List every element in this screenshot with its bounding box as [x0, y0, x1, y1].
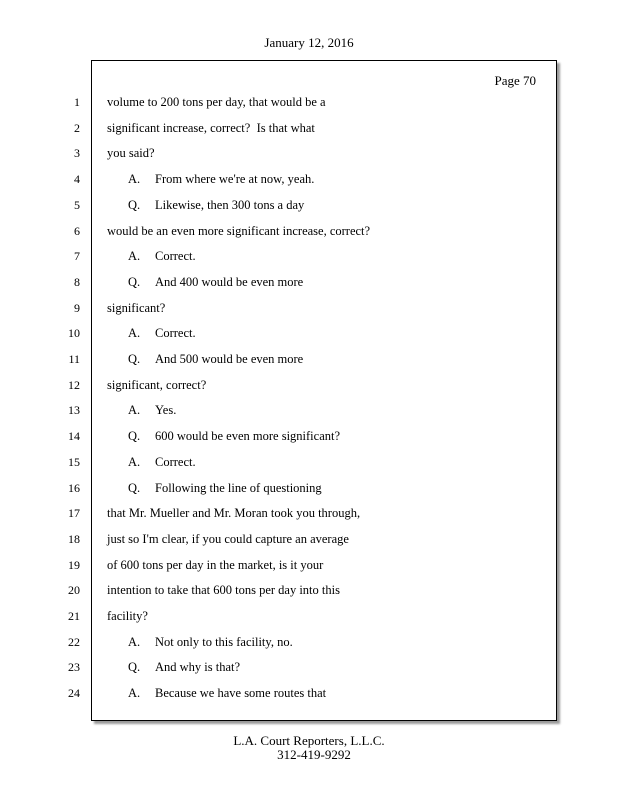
line-text: Not only to this facility, no. — [155, 635, 293, 649]
transcript-line — [107, 146, 155, 161]
qa-label: Q. — [128, 198, 141, 212]
line-text: volume to 200 tons per day, that would be a — [107, 95, 326, 109]
line-number: 23 — [68, 660, 80, 674]
line-text: would be an even more significant increase, correct? — [107, 224, 371, 238]
qa-label: Q. — [128, 481, 141, 495]
line-number: 4 — [74, 172, 80, 186]
qa-label: Q. — [128, 429, 141, 443]
page-number: Page 70 — [494, 73, 536, 88]
line-text: From where we're at now, yeah. — [155, 172, 315, 186]
line-text: Likewise, then 300 tons a day — [155, 198, 305, 212]
line-number: 2 — [74, 121, 80, 135]
header-date: January 12, 2016 — [264, 35, 354, 50]
line-text: significant increase, correct? Is that what — [107, 121, 315, 135]
qa-label: A. — [128, 249, 141, 263]
line-text: you said? — [107, 146, 155, 160]
line-text: Correct. — [155, 326, 196, 340]
transcript-line — [128, 455, 196, 470]
line-number: 24 — [68, 686, 80, 700]
transcript-line — [107, 583, 340, 598]
line-number: 15 — [68, 455, 80, 469]
qa-label: A. — [128, 686, 141, 700]
transcript-line — [128, 481, 322, 496]
line-text: 600 would be even more significant? — [155, 429, 341, 443]
transcript-line — [107, 609, 148, 624]
line-number: 22 — [68, 635, 80, 649]
line-number: 17 — [68, 506, 80, 520]
transcript-line — [128, 352, 303, 367]
qa-label: A. — [128, 635, 141, 649]
line-number: 12 — [68, 378, 80, 392]
line-number: 11 — [68, 352, 80, 366]
transcript-line — [128, 198, 304, 213]
transcript-line — [128, 660, 240, 675]
line-text: Yes. — [155, 403, 177, 417]
transcript-line — [128, 275, 303, 290]
transcript-line — [107, 121, 315, 136]
line-text: And 500 would be even more — [155, 352, 304, 366]
transcript-line — [107, 95, 326, 110]
line-number: 19 — [68, 558, 80, 572]
qa-label: Q. — [128, 352, 141, 366]
line-text: that Mr. Mueller and Mr. Moran took you through, — [107, 506, 361, 520]
transcript-line — [128, 172, 314, 187]
line-number: 9 — [74, 301, 80, 315]
footer — [0, 734, 618, 762]
line-text: Following the line of questioning — [155, 481, 322, 495]
line-number: 14 — [68, 429, 80, 443]
line-text: just so I'm clear, if you could capture an average — [107, 532, 349, 546]
line-number: 8 — [74, 275, 80, 289]
line-number: 21 — [68, 609, 80, 623]
line-number: 13 — [68, 403, 80, 417]
footer-company: L.A. Court Reporters, L.L.C. — [233, 733, 385, 748]
line-number: 1 — [74, 95, 80, 109]
footer-phone: 312-419-9292 — [277, 747, 351, 762]
transcript-line — [107, 301, 165, 316]
line-number: 3 — [74, 146, 80, 160]
line-text: Correct. — [155, 455, 196, 469]
line-text: significant? — [107, 301, 166, 315]
line-text: And why is that? — [155, 660, 241, 674]
line-number: 16 — [68, 481, 80, 495]
transcript-line — [128, 429, 340, 444]
line-number: 18 — [68, 532, 80, 546]
qa-label: Q. — [128, 275, 141, 289]
transcript-line — [107, 378, 206, 393]
transcript-line — [128, 635, 293, 650]
qa-label: A. — [128, 403, 141, 417]
line-text: of 600 tons per day in the market, is it your — [107, 558, 324, 572]
transcript-line — [107, 558, 323, 573]
line-number: 7 — [74, 249, 80, 263]
line-text: significant, correct? — [107, 378, 207, 392]
line-number: 6 — [74, 224, 80, 238]
line-number: 20 — [68, 583, 80, 597]
transcript-line — [128, 249, 196, 264]
qa-label: A. — [128, 326, 141, 340]
line-number: 10 — [68, 326, 80, 340]
line-number: 5 — [74, 198, 80, 212]
line-text: Correct. — [155, 249, 196, 263]
transcript-line — [107, 224, 370, 239]
transcript-line — [128, 686, 326, 701]
line-text: Because we have some routes that — [155, 686, 327, 700]
qa-label: Q. — [128, 660, 141, 674]
transcript-line — [107, 532, 349, 547]
line-text: intention to take that 600 tons per day into this — [107, 583, 340, 597]
line-text: And 400 would be even more — [155, 275, 304, 289]
transcript-line — [128, 326, 196, 341]
qa-label: A. — [128, 455, 141, 469]
line-text: facility? — [107, 609, 148, 623]
qa-label: A. — [128, 172, 141, 186]
transcript-line — [128, 403, 176, 418]
transcript-line — [107, 506, 360, 521]
